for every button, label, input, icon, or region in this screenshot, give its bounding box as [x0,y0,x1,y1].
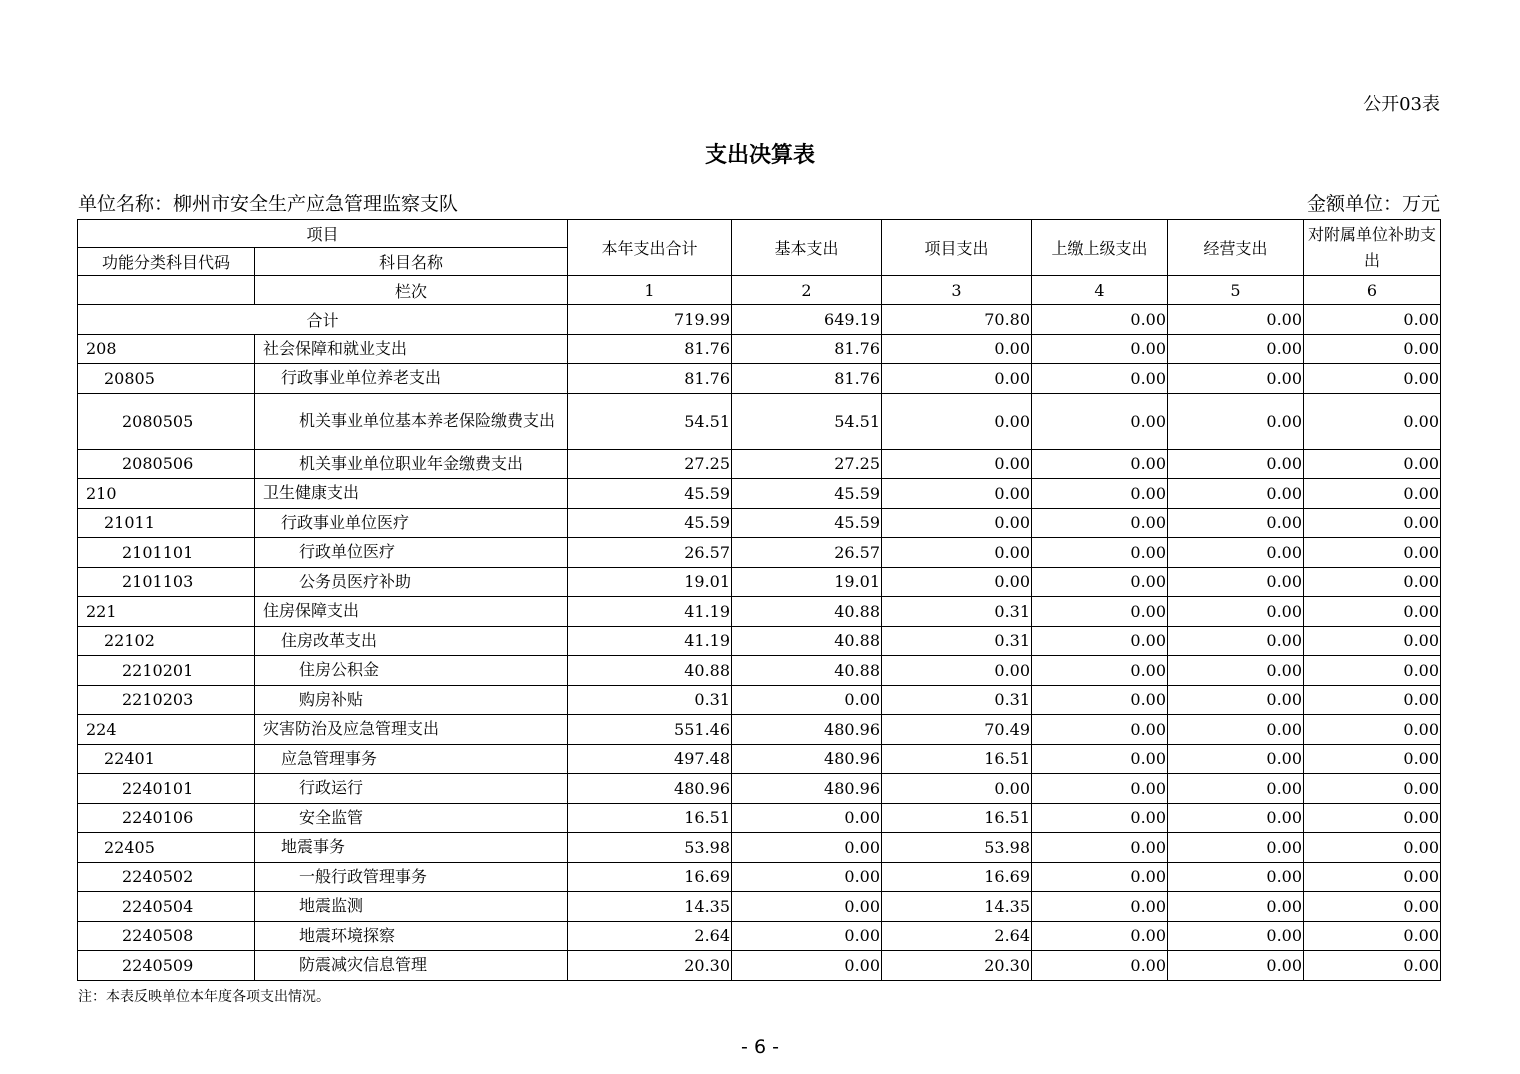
cell-value: 0.00 [1304,334,1441,364]
cell-value: 26.57 [732,538,882,568]
subject-name: 社会保障和就业支出 [255,334,568,364]
cell-value: 480.96 [732,715,882,745]
subject-code: 22405 [78,833,255,863]
subject-code: 2240502 [78,862,255,892]
cell-value: 719.99 [568,305,732,335]
subject-code: 2080505 [78,393,255,449]
cell-value: 0.00 [1168,833,1304,863]
table-row [78,626,1441,656]
subject-code: 20805 [78,364,255,394]
form-code: 公开03表 [1363,94,1440,115]
table-row [78,685,1441,715]
header-total: 本年支出合计 [568,220,732,276]
cell-value: 81.76 [568,364,732,394]
cell-value: 0.00 [1032,656,1168,686]
table-row [78,334,1441,364]
cell-value: 0.00 [882,567,1032,597]
cell-value: 0.00 [1304,364,1441,394]
cell-value: 0.00 [1304,393,1441,449]
cell-value: 0.00 [1304,538,1441,568]
cell-value: 0.00 [1304,774,1441,804]
page-number: - 6 - [741,1036,779,1058]
table-row [78,833,1441,863]
cell-value: 19.01 [568,567,732,597]
cell-value: 0.00 [882,334,1032,364]
cell-value: 0.00 [1304,685,1441,715]
header-code: 功能分类科目代码 [78,248,255,276]
cell-value: 0.00 [1032,951,1168,981]
subject-name: 住房公积金 [255,656,568,686]
cell-value: 0.00 [1304,626,1441,656]
cell-value: 0.00 [1032,393,1168,449]
table-row [78,803,1441,833]
cell-value: 45.59 [732,508,882,538]
subject-name: 防震减灾信息管理 [255,951,568,981]
cell-value: 0.00 [882,774,1032,804]
subject-name: 公务员医疗补助 [255,567,568,597]
header-subsidy: 对附属单位补助支出 [1304,220,1441,276]
header-business: 经营支出 [1168,220,1304,276]
cell-value: 40.88 [568,656,732,686]
cell-value: 0.00 [1168,626,1304,656]
cell-value: 20.30 [882,951,1032,981]
table-row [78,364,1441,394]
cell-value: 0.00 [1168,479,1304,509]
cell-value: 0.00 [1032,567,1168,597]
table-row [78,449,1441,479]
cell-value: 16.51 [882,744,1032,774]
cell-value: 0.00 [1168,656,1304,686]
subject-name: 住房保障支出 [255,597,568,627]
table-row [78,597,1441,627]
table-row [78,508,1441,538]
cell-value: 0.00 [1304,951,1441,981]
table-row [78,951,1441,981]
cell-value: 0.00 [1304,305,1441,335]
subject-code: 2080506 [78,449,255,479]
cell-value: 0.00 [1168,597,1304,627]
subject-name: 行政运行 [255,774,568,804]
cell-value: 0.00 [1168,892,1304,922]
cell-value: 0.00 [1168,862,1304,892]
cell-value: 26.57 [568,538,732,568]
cell-value: 16.69 [882,862,1032,892]
cell-value: 0.00 [1304,744,1441,774]
subject-code: 2210201 [78,656,255,686]
table-row [78,892,1441,922]
cell-value: 480.96 [732,744,882,774]
cell-value: 0.00 [1032,833,1168,863]
cell-value: 0.00 [882,449,1032,479]
cell-value: 0.00 [882,656,1032,686]
cell-value: 0.00 [1168,803,1304,833]
meta-row [78,189,1440,217]
cell-value: 0.00 [1032,597,1168,627]
subject-code: 22102 [78,626,255,656]
cell-value: 53.98 [882,833,1032,863]
column-index-label: 栏次 [255,276,568,305]
cell-value: 53.98 [568,833,732,863]
cell-value: 0.00 [1032,892,1168,922]
cell-value: 0.00 [1304,862,1441,892]
cell-value: 70.80 [882,305,1032,335]
table-row [78,393,1441,449]
subject-name: 灾害防治及应急管理支出 [255,715,568,745]
cell-value: 649.19 [732,305,882,335]
subject-name: 一般行政管理事务 [255,862,568,892]
cell-value: 0.00 [1304,508,1441,538]
cell-value: 0.00 [732,892,882,922]
subject-code: 21011 [78,508,255,538]
subject-name: 购房补贴 [255,685,568,715]
cell-value: 0.00 [882,479,1032,509]
table-row [78,567,1441,597]
cell-value: 0.00 [882,508,1032,538]
cell-value: 497.48 [568,744,732,774]
cell-value: 54.51 [568,393,732,449]
subject-code: 2240504 [78,892,255,922]
cell-value: 0.00 [1032,715,1168,745]
header-upper: 上缴上级支出 [1032,220,1168,276]
cell-value: 54.51 [732,393,882,449]
cell-value: 45.59 [568,508,732,538]
cell-value: 0.00 [1168,921,1304,951]
column-index: 6 [1304,276,1441,305]
cell-value: 0.00 [732,951,882,981]
cell-value: 0.00 [1168,567,1304,597]
subject-code: 2101101 [78,538,255,568]
table-row [78,744,1441,774]
amount-unit: 金额单位：万元 [1306,193,1440,215]
subject-code: 2240106 [78,803,255,833]
cell-value: 0.00 [1168,393,1304,449]
subject-code: 224 [78,715,255,745]
unit-name: 单位名称：柳州市安全生产应急管理监察支队 [78,193,459,215]
cell-value: 0.00 [1304,833,1441,863]
cell-value: 0.00 [1304,656,1441,686]
table-row [78,479,1441,509]
cell-value: 0.00 [1168,685,1304,715]
subject-code: 22401 [78,744,255,774]
cell-value: 0.00 [732,862,882,892]
table-row [78,862,1441,892]
header-project: 项目支出 [882,220,1032,276]
cell-value: 0.00 [1032,744,1168,774]
subject-code: 210 [78,479,255,509]
cell-value: 0.00 [1304,567,1441,597]
column-index-row [78,276,1441,305]
cell-value: 0.00 [1032,305,1168,335]
cell-value: 20.30 [568,951,732,981]
cell-value: 0.00 [1032,626,1168,656]
cell-value: 0.00 [1032,334,1168,364]
table-row [78,774,1441,804]
subject-name: 安全监管 [255,803,568,833]
cell-value: 0.00 [732,833,882,863]
cell-value: 16.51 [568,803,732,833]
subject-name: 应急管理事务 [255,744,568,774]
footnote: 注：本表反映单位本年度各项支出情况。 [78,989,330,1005]
subject-name: 地震事务 [255,833,568,863]
cell-value: 0.00 [1168,744,1304,774]
table-row [78,656,1441,686]
cell-value: 0.00 [882,538,1032,568]
cell-value: 0.00 [732,921,882,951]
expenditure-table [77,219,1441,981]
subject-name: 卫生健康支出 [255,479,568,509]
subject-name: 地震监测 [255,892,568,922]
cell-value: 19.01 [732,567,882,597]
table-row [78,715,1441,745]
cell-value: 14.35 [882,892,1032,922]
cell-value: 16.69 [568,862,732,892]
subject-code: 2210203 [78,685,255,715]
cell-value: 0.00 [1032,508,1168,538]
cell-value: 14.35 [568,892,732,922]
column-index: 1 [568,276,732,305]
cell-value: 40.88 [732,656,882,686]
cell-value: 0.00 [1032,479,1168,509]
column-index: 2 [732,276,882,305]
cell-value: 480.96 [568,774,732,804]
subject-code: 2240508 [78,921,255,951]
cell-value: 0.00 [882,393,1032,449]
cell-value: 0.31 [882,685,1032,715]
cell-value: 551.46 [568,715,732,745]
cell-value: 0.00 [1168,305,1304,335]
cell-value: 0.00 [1032,449,1168,479]
header-name: 科目名称 [255,248,568,276]
cell-value: 16.51 [882,803,1032,833]
cell-value: 2.64 [882,921,1032,951]
total-label: 合计 [78,305,568,335]
cell-value: 0.00 [1304,597,1441,627]
cell-value: 27.25 [732,449,882,479]
cell-value: 41.19 [568,626,732,656]
cell-value: 0.00 [1304,479,1441,509]
subject-name: 机关事业单位基本养老保险缴费支出 [255,393,568,449]
cell-value: 0.00 [1168,951,1304,981]
cell-value: 2.64 [568,921,732,951]
cell-value: 0.00 [1032,921,1168,951]
subject-name: 行政事业单位医疗 [255,508,568,538]
total-row [78,305,1441,335]
subject-name: 行政事业单位养老支出 [255,364,568,394]
subject-name: 行政单位医疗 [255,538,568,568]
subject-name: 住房改革支出 [255,626,568,656]
column-index-blank [78,276,255,305]
cell-value: 0.00 [1168,334,1304,364]
cell-value: 0.00 [1168,715,1304,745]
cell-value: 0.00 [1032,803,1168,833]
subject-code: 2240101 [78,774,255,804]
cell-value: 40.88 [732,597,882,627]
cell-value: 81.76 [732,364,882,394]
cell-value: 81.76 [732,334,882,364]
table-row [78,921,1441,951]
cell-value: 0.00 [1304,803,1441,833]
cell-value: 0.00 [1168,538,1304,568]
cell-value: 0.00 [1168,508,1304,538]
cell-value: 0.00 [1304,715,1441,745]
cell-value: 0.00 [732,803,882,833]
cell-value: 81.76 [568,334,732,364]
cell-value: 45.59 [732,479,882,509]
cell-value: 41.19 [568,597,732,627]
cell-value: 480.96 [732,774,882,804]
column-index: 3 [882,276,1032,305]
subject-code: 2240509 [78,951,255,981]
cell-value: 0.31 [568,685,732,715]
subject-name: 机关事业单位职业年金缴费支出 [255,449,568,479]
subject-code: 221 [78,597,255,627]
cell-value: 0.00 [1032,774,1168,804]
column-index: 5 [1168,276,1304,305]
table-row [78,538,1441,568]
cell-value: 0.00 [1032,685,1168,715]
cell-value: 0.00 [1304,449,1441,479]
header-basic: 基本支出 [732,220,882,276]
cell-value: 0.00 [1304,892,1441,922]
cell-value: 40.88 [732,626,882,656]
cell-value: 0.31 [882,626,1032,656]
cell-value: 0.00 [1032,862,1168,892]
cell-value: 70.49 [882,715,1032,745]
cell-value: 0.00 [732,685,882,715]
cell-value: 0.31 [882,597,1032,627]
cell-value: 27.25 [568,449,732,479]
cell-value: 45.59 [568,479,732,509]
header-row [78,220,1441,248]
header-item: 项目 [78,220,568,248]
cell-value: 0.00 [1168,449,1304,479]
subject-name: 地震环境探察 [255,921,568,951]
subject-code: 2101103 [78,567,255,597]
cell-value: 0.00 [882,364,1032,394]
cell-value: 0.00 [1304,921,1441,951]
column-index: 4 [1032,276,1168,305]
subject-code: 208 [78,334,255,364]
cell-value: 0.00 [1168,364,1304,394]
page-title: 支出决算表 [704,143,815,168]
cell-value: 0.00 [1168,774,1304,804]
cell-value: 0.00 [1032,538,1168,568]
cell-value: 0.00 [1032,364,1168,394]
